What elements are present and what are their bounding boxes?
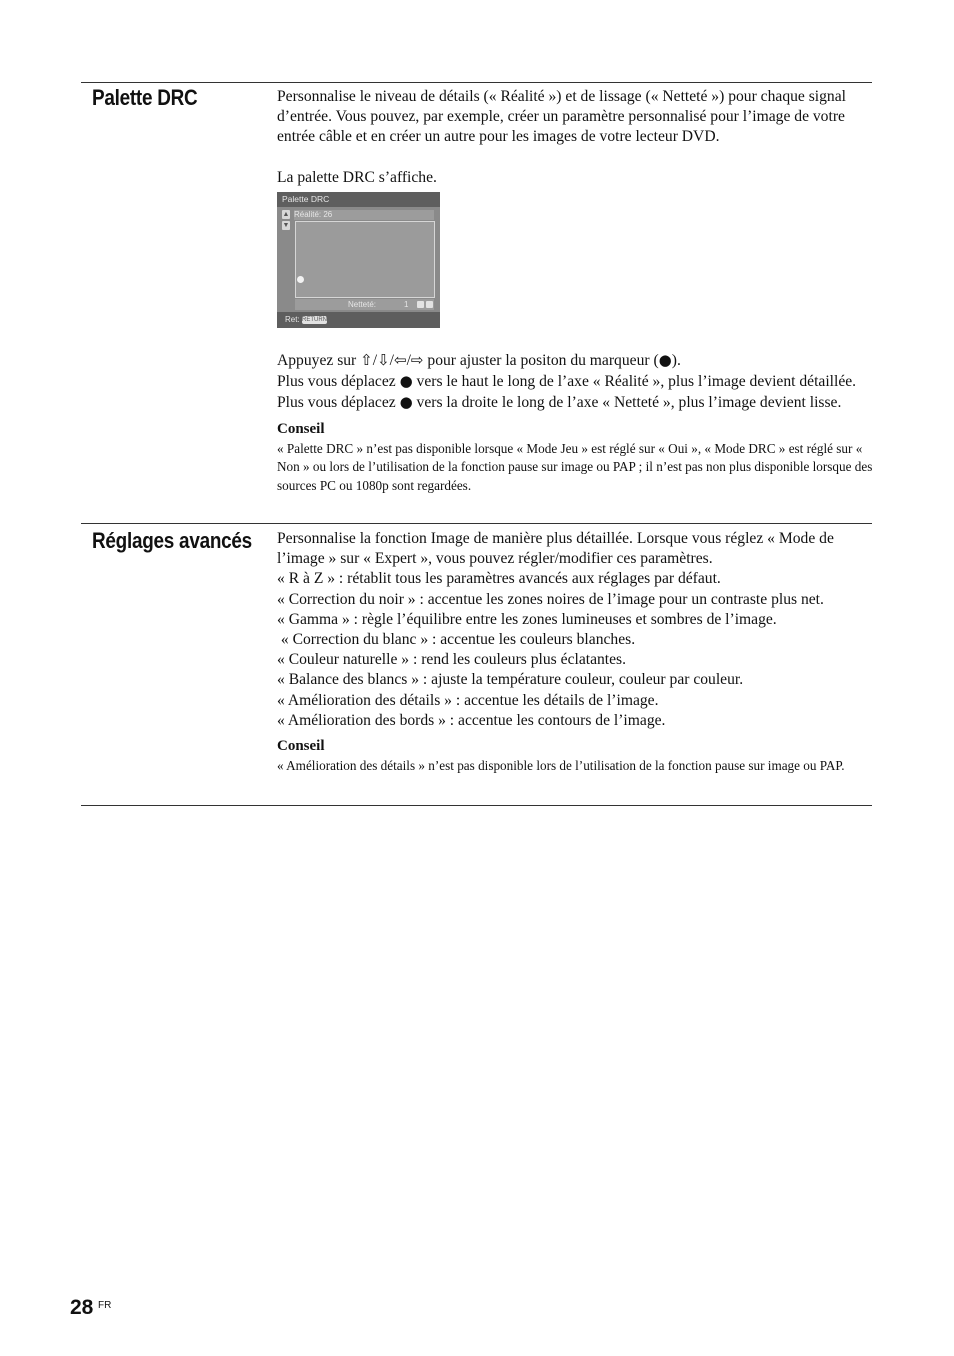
drc-palette-screen bbox=[277, 192, 440, 328]
explanation-part-b: vers le haut le long de l’axe « Réalité », plus l’image devient détaillée. Plus vous déplacez bbox=[277, 373, 857, 412]
osd-return-label: Ret: bbox=[285, 315, 300, 324]
osd-title: Palette DRC bbox=[277, 192, 440, 207]
up-arrow-icon: ⇧ bbox=[360, 351, 373, 369]
section-divider-top bbox=[81, 82, 872, 83]
section-divider-bottom bbox=[81, 805, 872, 806]
marker-dot-icon bbox=[297, 276, 304, 283]
palette-drc-tip-text: « Palette DRC » n’est pas disponible lorsque « Mode Jeu » est réglé sur « Oui », « Mode DRC » est réglé sur « Non » ou lors de l’utilisation de la fonction pause sur image ou PAP ; il n’est pas non plus disponible lorsque des sources PC ou 1080p sont regardées. bbox=[277, 440, 873, 494]
section-divider-middle bbox=[81, 523, 872, 524]
down-arrow-icon: ▼ bbox=[282, 222, 290, 229]
section-title-reglages-avances: Réglages avancés bbox=[92, 528, 252, 553]
palette-drc-intro: Personnalise le niveau de détails (« Réalité ») et de lissage (« Netteté ») pour chaque signal d’entrée. Vous pouvez, par exemple, créer un paramètre personnalisé pour l’image de votre entrée câble et en créer un autre pour les images de votre lecteur DVD. bbox=[277, 88, 846, 146]
section-title-palette-drc: Palette DRC bbox=[92, 85, 198, 110]
reglages-line-raz: « R à Z » : rétablit tous les paramètres avancés aux réglages par défaut. bbox=[277, 570, 721, 588]
page-language: FR bbox=[98, 1300, 112, 1311]
palette-drc-body bbox=[277, 87, 873, 188]
reglages-tip-heading: Conseil bbox=[277, 738, 325, 755]
reglages-line-amelioration-bords: « Amélioration des bords » : accentue les contours de l’image. bbox=[277, 711, 666, 729]
up-arrow-icon: ▲ bbox=[282, 211, 290, 218]
reglages-tip-text: « Amélioration des détails » n’est pas disponible lors de l’utilisation de la fonction pause sur image ou PAP. bbox=[277, 758, 845, 774]
osd-reality-label: Réalité: 26 bbox=[294, 210, 333, 219]
reglages-line-balance-blancs: « Balance des blancs » : ajuste la température couleur, couleur par couleur. bbox=[277, 671, 744, 689]
osd-sharpness-label: Netteté: bbox=[348, 300, 377, 309]
palette-drc-caption: La palette DRC s’affiche. bbox=[277, 168, 437, 186]
marker-dot-icon: ● bbox=[658, 351, 672, 369]
osd-return-button: RETURN bbox=[302, 317, 327, 323]
marker-dot-icon: ● bbox=[399, 393, 413, 412]
reglages-avances-body bbox=[277, 529, 873, 776]
reglages-line-intro: Personnalise la fonction Image de manière plus détaillée. Lorsque vous réglez « Mode de l’image » sur « Expert », vous pouvez régler/modifier ces paramètres. bbox=[277, 530, 834, 568]
instruction-end: ). bbox=[671, 352, 681, 369]
right-arrow-icon: ⇨ bbox=[410, 351, 424, 369]
reglages-line-correction-blanc: « Correction du blanc » : accentue les couleurs blanches. bbox=[277, 631, 636, 649]
reglages-line-correction-noir: « Correction du noir » : accentue les zones noires de l’image pour un contraste plus net. bbox=[277, 590, 824, 608]
osd-palette-field bbox=[295, 221, 435, 298]
palette-drc-instruction-line: Appuyez sur ⇧/⇩/⇦/⇨ pour ajuster la positon du marqueur (●). bbox=[277, 351, 681, 369]
palette-drc-explanation bbox=[277, 371, 873, 413]
instruction-suffix: pour ajuster la positon du marqueur ( bbox=[423, 352, 659, 369]
osd-sharpness-value: 1 bbox=[404, 300, 409, 309]
palette-drc-tip-heading: Conseil bbox=[277, 420, 325, 437]
left-arrow-icon bbox=[417, 301, 424, 308]
explanation-part-c: vers la droite le long de l’axe « Netteté », plus l’image devient lisse. bbox=[412, 394, 842, 412]
reglages-line-gamma: « Gamma » : règle l’équilibre entre les zones lumineuses et sombres de l’image. bbox=[277, 610, 777, 628]
palette-drc-instructions bbox=[277, 350, 873, 496]
down-arrow-icon: ⇩ bbox=[377, 351, 390, 369]
right-arrow-icon bbox=[426, 301, 433, 308]
explanation-part-a: Plus vous déplacez bbox=[277, 373, 400, 391]
reglages-line-couleur-naturelle: « Couleur naturelle » : rend les couleurs plus éclatantes. bbox=[277, 651, 627, 669]
instruction-prefix: Appuyez sur bbox=[277, 352, 361, 369]
left-arrow-icon: ⇦ bbox=[394, 351, 407, 369]
page-number: 28 bbox=[70, 1296, 94, 1319]
reglages-line-amelioration-details: « Amélioration des détails » : accentue les détails de l’image. bbox=[277, 691, 659, 709]
marker-dot-icon: ● bbox=[399, 372, 413, 391]
